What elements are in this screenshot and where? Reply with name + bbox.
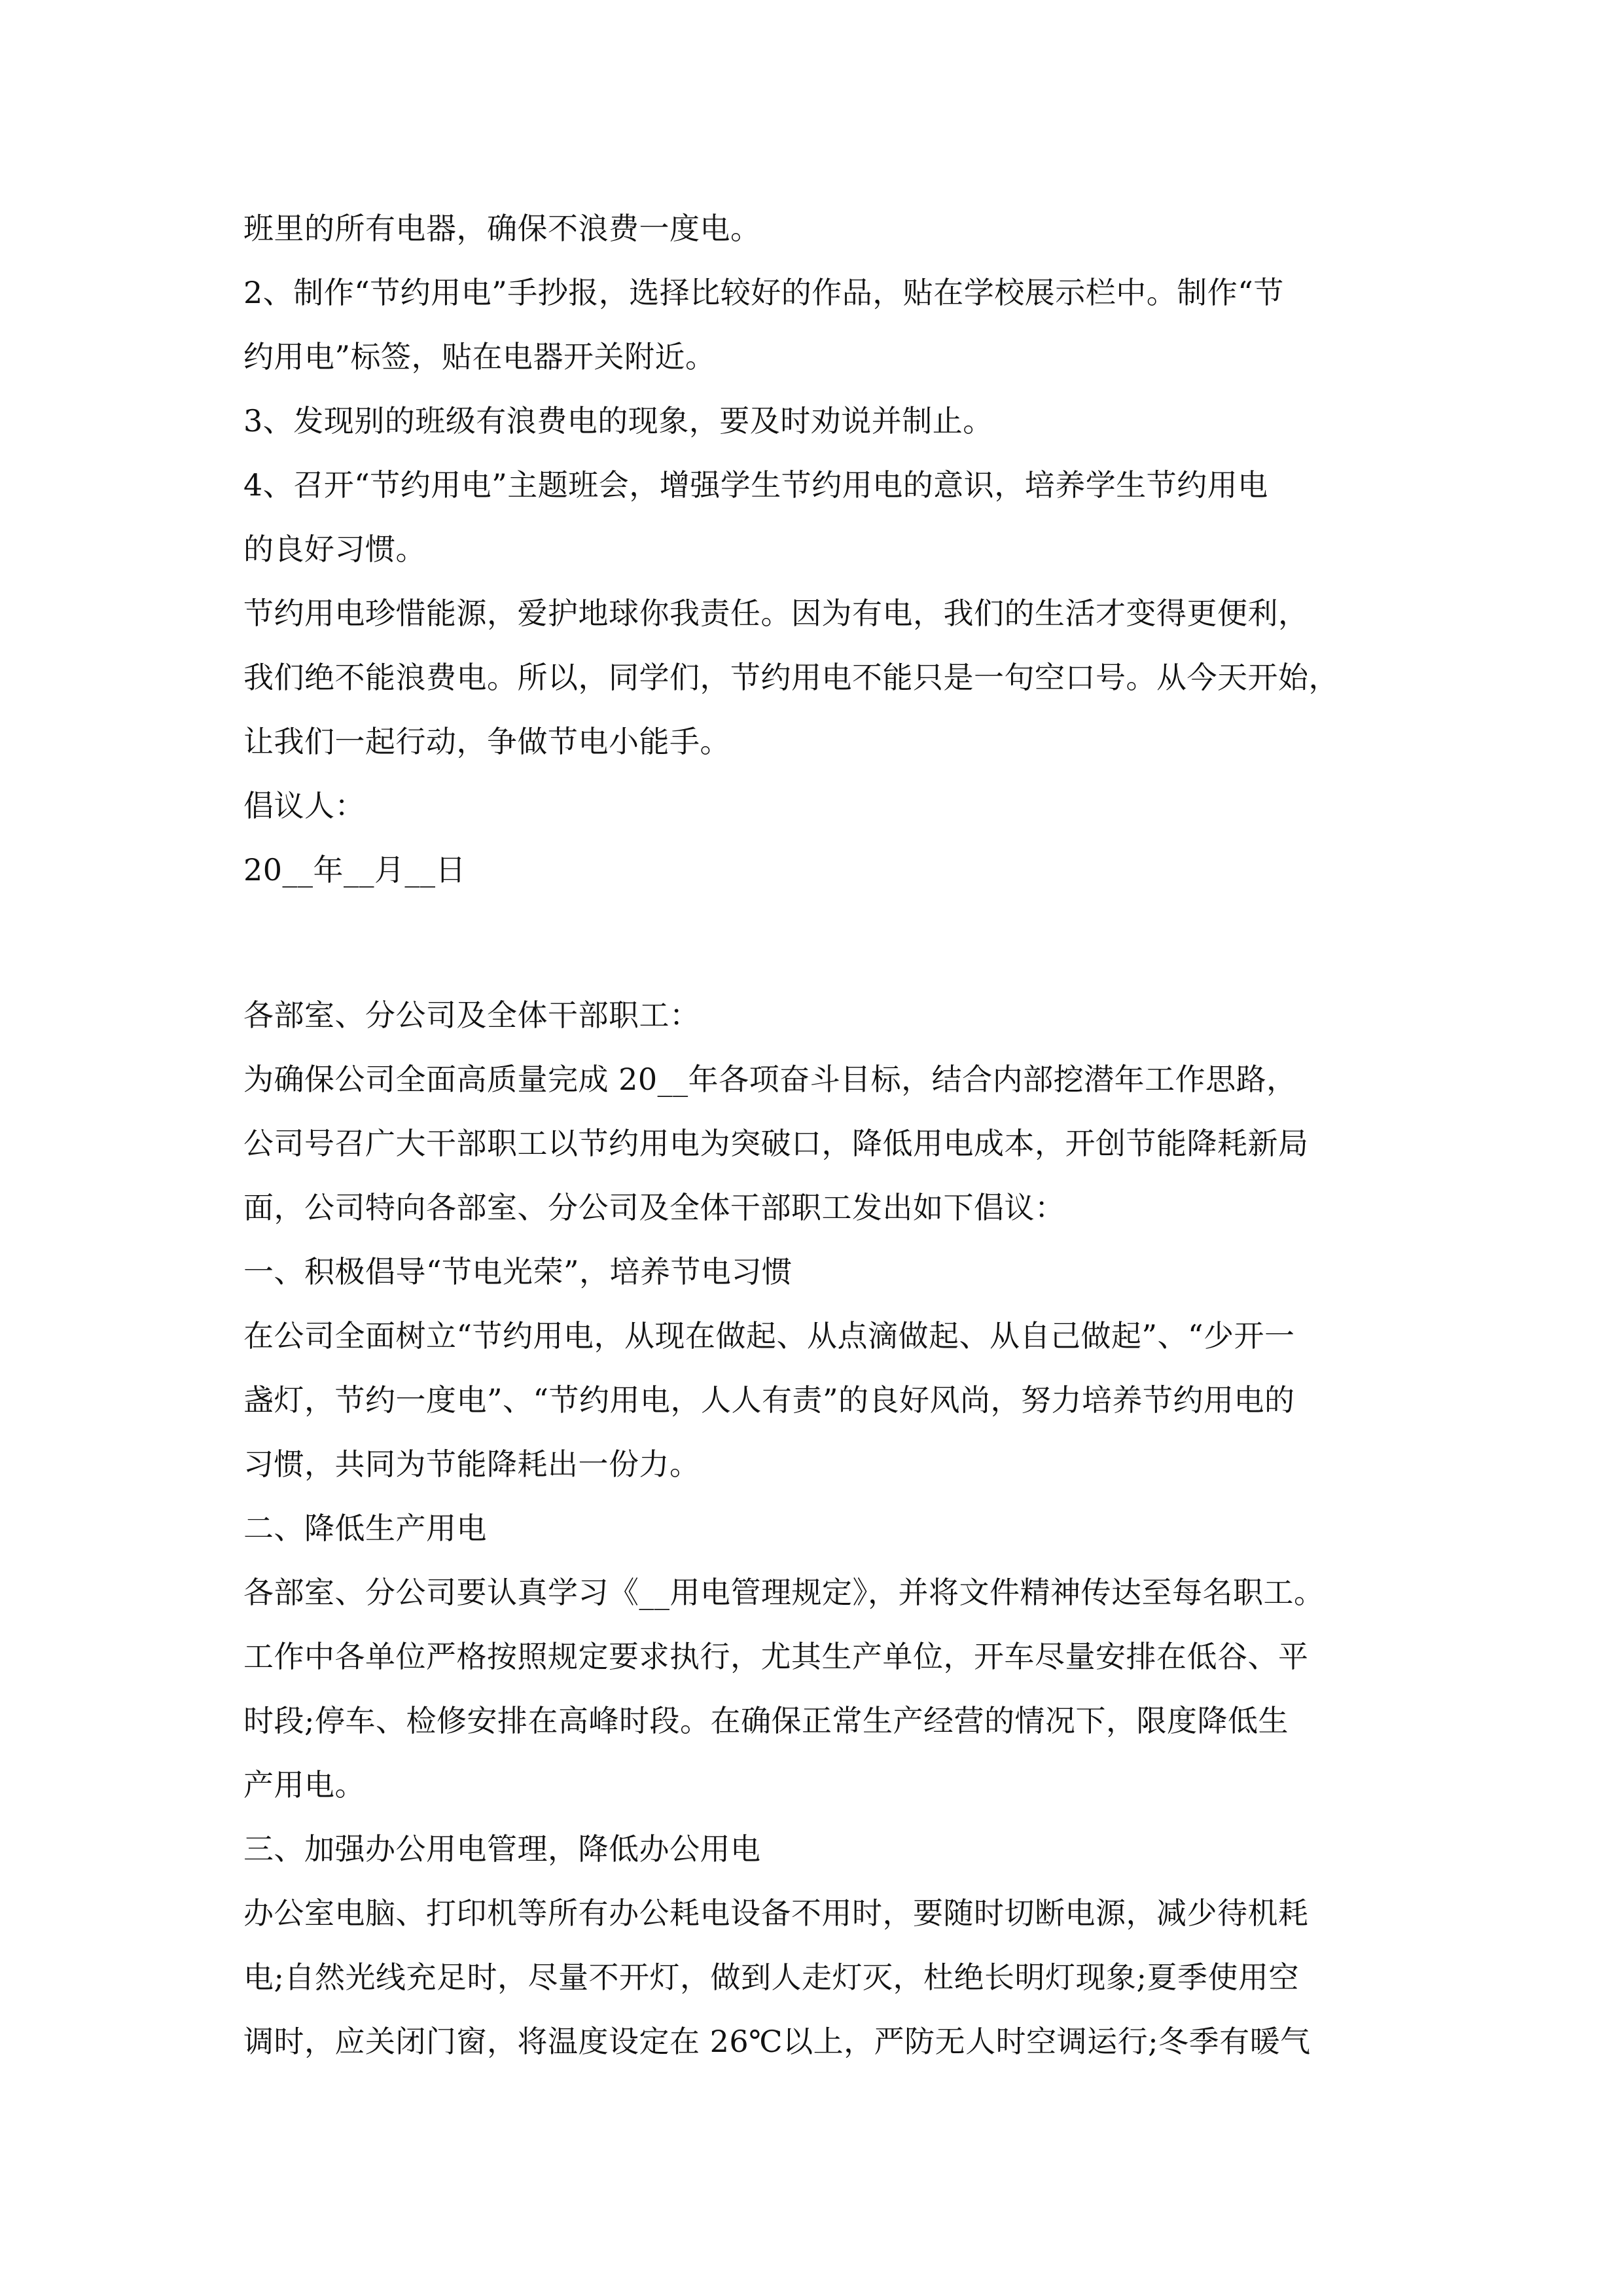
section-gap (243, 902, 1389, 983)
text-line: 产用电。 (243, 1767, 365, 1803)
section-heading: 三、加强办公用电管理，降低办公用电 (243, 1831, 761, 1867)
section-heading: 一、积极倡导“节电光荣”，培养节电习惯 (243, 1254, 793, 1289)
text-line: 2、制作“节约用电”手抄报，选择比较好的作品，贴在学校展示栏中。制作“节 (243, 275, 1284, 310)
text-line: 时段;停车、检修安排在高峰时段。在确保正常生产经营的情况下，限度降低生 (243, 1703, 1289, 1738)
text-line: 3、发现别的班级有浪费电的现象，要及时劝说并制止。 (243, 403, 993, 439)
text-line: 公司号召广大干部职工以节约用电为突破口，降低用电成本，开创节能降耗新局 (243, 1126, 1309, 1161)
document-body (243, 196, 1389, 2073)
salutation: 各部室、分公司及全体干部职工： (243, 997, 700, 1033)
text-line: 面，公司特向各部室、分公司及全体干部职工发出如下倡议： (243, 1190, 1065, 1225)
text-line: 习惯，共同为节能降耗出一份力。 (243, 1446, 700, 1482)
text-line: 电;自然光线充足时，尽量不开灯，做到人走灯灭，杜绝长明灯现象;夏季使用空 (243, 1960, 1299, 1995)
text-line: 在公司全面树立“节约用电，从现在做起、从点滴做起、从自己做起”、“少开一 (243, 1318, 1295, 1354)
text-line: 的良好习惯。 (243, 531, 426, 567)
text-line: 节约用电珍惜能源，爱护地球你我责任。因为有电，我们的生活才变得更便利， (243, 596, 1309, 631)
text-line: 办公室电脑、打印机等所有办公耗电设备不用时，要随时切断电源，减少待机耗 (243, 1895, 1309, 1931)
signature-label: 倡议人： (243, 788, 365, 823)
text-line: 调时，应关闭门窗，将温度设定在 26℃以上，严防无人时空调运行;冬季有暖气 (243, 2024, 1311, 2059)
section-heading: 二、降低生产用电 (243, 1511, 487, 1546)
date-line: 20__年__月__日 (243, 852, 467, 888)
text-line: 班里的所有电器，确保不浪费一度电。 (243, 211, 761, 246)
text-line: 让我们一起行动，争做节电小能手。 (243, 724, 730, 759)
text-line: 盏灯，节约一度电”、“节约用电，人人有责”的良好风尚，努力培养节约用电的 (243, 1382, 1295, 1418)
text-line: 为确保公司全面高质量完成 20__年各项奋斗目标，结合内部挖潜年工作思路， (243, 1062, 1297, 1097)
text-line: 工作中各单位严格按照规定要求执行，尤其生产单位，开车尽量安排在低谷、平 (243, 1639, 1309, 1674)
text-line: 各部室、分公司要认真学习《__用电管理规定》，并将文件精神传达至每名职工。 (243, 1575, 1325, 1610)
text-line: 我们绝不能浪费电。所以，同学们，节约用电不能只是一句空口号。从今天开始， (243, 660, 1339, 695)
text-line: 4、召开“节约用电”主题班会，增强学生节约用电的意识，培养学生节约用电 (243, 467, 1268, 503)
text-line: 约用电”标签，贴在电器开关附近。 (243, 339, 716, 374)
